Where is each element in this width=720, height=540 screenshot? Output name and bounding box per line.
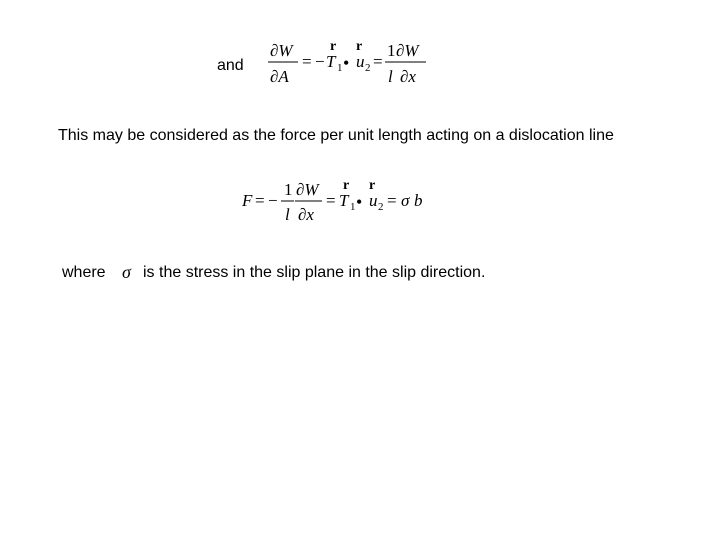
eq1-u-sub: 2 [365,62,371,74]
eq2-sigma: σ [401,191,410,210]
eq2-frac2-den: ∂x [298,205,314,224]
eq1-vec-mark-u: r [356,39,363,54]
eq1-equals-1: = [302,52,312,71]
eq2-u: u [369,191,378,210]
eq2-vec-mark-T: r [343,178,350,193]
eq1-lhs-num: ∂W [270,41,293,60]
eq2-equals-1: = [255,191,265,210]
eq2-vec-mark-u: r [369,178,376,193]
eq2-F: F [242,191,253,210]
eq2-frac1-num: 1 [284,180,293,199]
eq2-b: b [414,191,423,210]
force-description: This may be considered as the force per unit length acting on a dislocation line [58,127,614,144]
eq1-rhs-den-2: ∂x [400,67,416,86]
label-and: and [217,57,244,74]
eq1-dot: • [343,53,350,73]
eq2-T: T [339,191,349,210]
eq1-lhs-den: ∂A [270,67,289,86]
eq1-rhs-num-1: 1 [387,41,396,60]
eq2-T-sub: 1 [350,201,356,213]
equation-F [238,178,438,228]
eq1-T: T [326,52,336,71]
eq2-frac2-num: ∂W [296,180,319,199]
eq1-rhs-num-2: ∂W [396,41,419,60]
eq2-dot: • [356,192,363,212]
eq1-u: u [356,52,365,71]
sigma-definition: is the stress in the slip plane in the slip direction. [143,264,486,281]
eq2-equals-3: = [387,191,397,210]
equation-dW-dA [262,36,437,90]
eq1-minus: − [315,52,325,71]
eq2-frac1-den: l [285,205,290,224]
eq1-equals-2: = [373,52,383,71]
eq2-minus: − [268,191,278,210]
eq1-rhs-den-1: l [388,67,393,86]
sigma-symbol: σ [122,262,131,282]
eq2-u-sub: 2 [378,201,384,213]
where-label: where [62,264,106,281]
eq2-equals-2: = [326,191,336,210]
eq1-T-sub: 1 [337,62,343,74]
eq1-vec-mark-T: r [330,39,337,54]
